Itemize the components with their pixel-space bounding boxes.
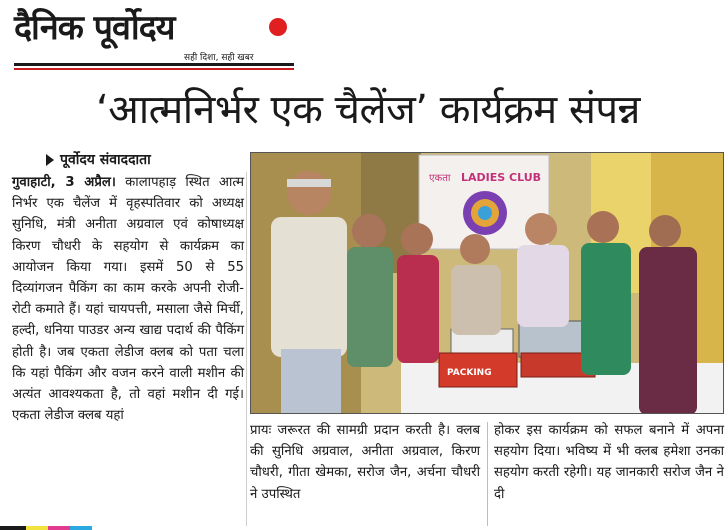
byline [46, 150, 151, 169]
paragraph-text: कालापहाड़ स्थित आत्म निर्भर एक चैलेंज में वृहस्पतिवार को अध्यक्ष सुनिधि, मंत्री अनीता अग्रवाल एवं कोषाध्यक्ष किरण चौधरी के सहयोग से कार्यक्रम का आयोजन किया गया। इसमें 50 से 55 दिव्यांगजन पैकिंग का काम करके अपनी रोजी-रोटी कमाते हैं। यहां चायपत्ती, मसाला जैसे मिर्ची, हल्दी, धनिया पाउडर अन्य खाद्य पदार्थ की पैकिंग होती है। जब एकता लेडीज क्लब को पता चला कि यहां पैकिंग और वजन करने वाली मशीन की अत्यंत आवश्यकता है, तो वहां मशीन दी गई। एकता लेडीज क्लब यहां [12, 175, 244, 424]
registration-mark [26, 526, 48, 530]
dateline: गुवाहाटी, 3 अप्रैल। [12, 175, 116, 190]
article-paragraph [12, 172, 244, 426]
article-column-left [12, 172, 244, 426]
masthead-rule [14, 63, 294, 66]
article-column-middle [250, 420, 480, 505]
article-photo [250, 152, 724, 414]
byline-arrow-icon [46, 154, 54, 166]
byline-text: पूर्वोदय संवाददाता [60, 152, 151, 168]
logo-sun-icon [269, 18, 287, 36]
registration-mark [48, 526, 70, 530]
group-photo-image [251, 153, 724, 414]
registration-mark [0, 526, 26, 530]
box-label: PACKING [447, 368, 492, 378]
banner-prefix: एकता [429, 173, 451, 184]
paragraph-text: होकर इस कार्यक्रम को सफल बनाने में अपना सहयोग दिया। भविष्य में भी क्लब हमेशा उनका सहयोग करती रहेगी। यह जानकारी सरोज जैन ने दी [494, 423, 724, 502]
column-divider [246, 172, 247, 526]
article-column-right [494, 420, 724, 505]
masthead-red-rule [14, 68, 294, 70]
newspaper-logo: दैनिक पूर्वोदय [14, 8, 175, 48]
print-registration-strip [0, 526, 728, 530]
paragraph-text: प्रायः जरूरत की सामग्री प्रदान करती है। क्लब की सुनिधि अग्रवाल, अनीता अग्रवाल, किरण चौधरी, गीता खेमका, सरोज जैन, अर्चना चौधरी ने उपस्थित [250, 423, 480, 502]
article-headline: ‘आत्मनिर्भर एक चैलेंज’ कार्यक्रम संपन्न [96, 87, 640, 133]
banner-text: LADIES CLUB [461, 171, 542, 184]
registration-mark [70, 526, 92, 530]
masthead [14, 8, 286, 74]
newspaper-tagline: सही दिशा, सही खबर [184, 53, 254, 63]
column-divider [487, 422, 488, 526]
